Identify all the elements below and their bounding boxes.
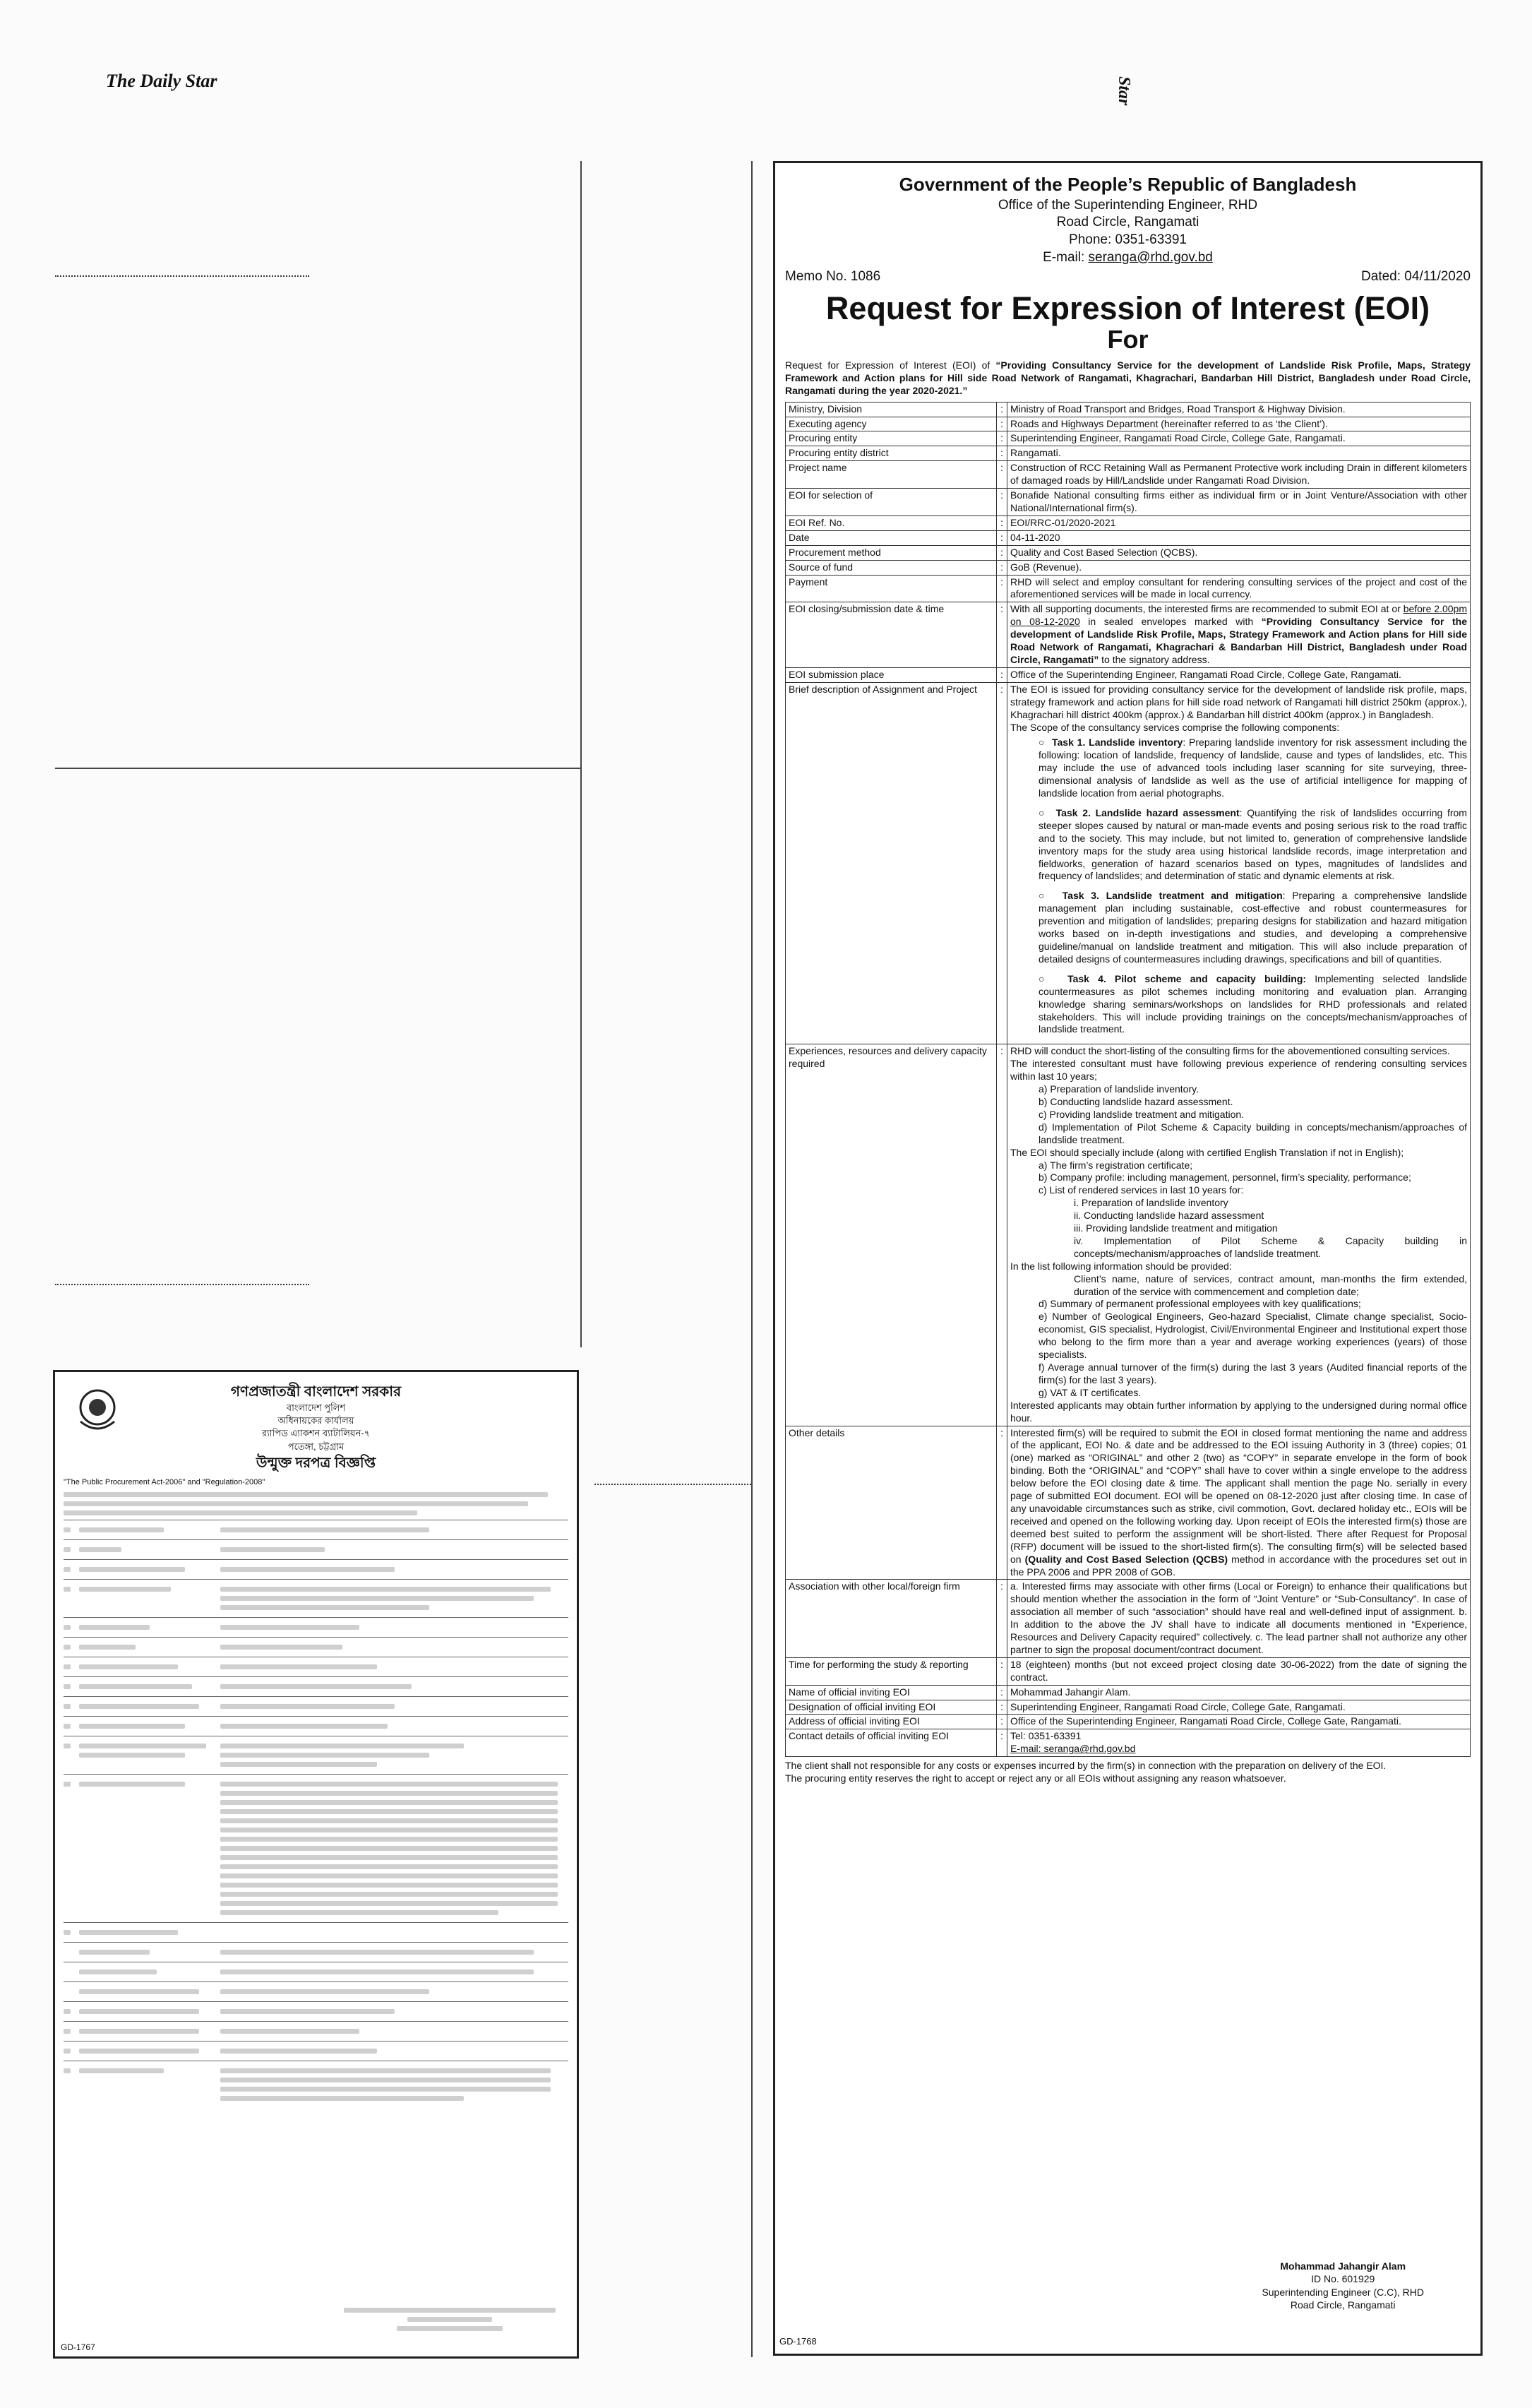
list-item: i. Preparation of landslide inventory [1074,1197,1228,1209]
row-key: Address of official inviting EOI [786,1715,997,1729]
list-item: b) Company profile: including management, personnel, firm’s speciality, performance; [1039,1172,1411,1184]
eoi-email-label: E-mail: [1043,249,1089,265]
row-key: Name of official inviting EOI [786,1685,997,1700]
brief-p1: The EOI is issued for providing consultancy service for the development of landslide risk profile, maps, strategy framework and action plans for hill side road network of Rangamati hill district 250km (approx.), Khagrachari hill district 400km (approx.) & Bandarban hill district 400km (approx.) in Bangladesh. [1010,683,1467,720]
table-row [786,1657,1471,1685]
table-row [786,461,1471,489]
row-key: Time for performing the study & reporting [786,1657,997,1685]
bn-intro-note [64,1477,568,1515]
exp-p1: RHD will conduct the short-listing of the consulting firms for the abovementioned consulting services. [1010,1045,1450,1057]
row-colon: : [997,446,1007,461]
table-row [786,560,1471,575]
table-row: Brief description of Assignment and Project : The EOI is issued for providing consultancy service for the development of landslide risk profile, maps, strategy framework and action plans for hill side road network of Rangamati hill district 250km (approx.), Khagrachari hill district 400km (approx.) & Bandarban hill district 400km (approx.) in Bangladesh. The Scope of the consultancy services comprise the following components: ○ Task 1. Landslide inventory: Preparing landslide inventory for risk assessment including the following: location of landslide, frequency of landslide, cause and types of landslides, etc. This may include the use of advanced tools including laser scanning for site surveying, three-dimensional analysis of landslide as well as the use of artificial intelligence for mapping of landslide location from aerial photographs. ○ Task 2. Landslide hazard assessment: Quantifying the risk of landslides occurring from steeper slopes caused by natural or man-made events and posing serious risk to the road traffic and to the society. This may include, but not limited to, generation of comprehensive landslide inventory maps for the study area using historical landslide records, image interpretation and fieldworks, generation of hazard scenarios based on types, magnitudes of landslides and frequency of landslides; and determination of static and dynamic elements at risk. ○ Task 3. Landslide treatment and mitigation: Preparing a comprehensive landslide management plan including sustainable, cost-effective and robust countermeasures for prevention and mitigation of landslides; preparing designs for stabilization and hazard mitigation works based on in-depth investigations and studies, and developing a comprehensive guideline/manual on landslide treatment and mitigation. This will also include preparation of detailed designs of countermeasures including drawings, specifications and bill of quantities. ○ Task 4. Pilot scheme and capacity building: Implementing selected landslide countermeasures as pilot schemes including monitoring and evaluation plan. Arranging knowledge sharing seminars/workshops on landslides for RHD professionals and related stakeholders. This will include providing trainings on the concepts/mechanism/approaches of landslide treatment. [786,682,1471,1044]
exp-list3 [1074,1197,1467,1260]
list-item: c) Providing landslide treatment and mitigation. [1039,1108,1245,1120]
list-item: iv. Implementation of Pilot Scheme & Capacity building in concepts/mechanism/approaches of landslide treatment. [1074,1234,1467,1259]
row-colon: : [997,461,1007,489]
task-item [1039,890,1467,965]
row-colon: : [997,560,1007,575]
bn-signature [344,2303,556,2335]
table-row [786,417,1471,431]
bn-table [64,1520,568,2108]
row-key: Source of fund [786,560,997,575]
eoi-table [785,402,1471,1758]
task-desc: Implementing selected landslide countermeasures as pilot schemes including monitoring and evaluation plan. Arranging knowledge sharing seminars/workshops on landslides for RHD professionals and related stakeholders. This will include providing trainings on the concepts/mechanism/approaches of landslide treatment. [1039,972,1467,1035]
bn-line-battalion: র‍্যাপিড এ্যাকশন ব্যাটালিয়ন-৭ [261,1428,371,1439]
table-row [786,489,1471,516]
row-value: Mohammad Jahangir Alam. [1007,1685,1471,1700]
task-title: Task 1. Landslide inventory [1052,737,1183,749]
exp-p4: In the list following information should be provided: [1010,1260,1232,1272]
row-colon: : [997,1700,1007,1715]
exp-p5: Client’s name, nature of services, contract amount, man-months the firm extended, duration of the service with commencement and completion date; [1074,1272,1467,1297]
eoi-dated: Dated: 04/11/2020 [1361,268,1471,284]
contact-email-link[interactable]: E-mail: seranga@rhd.gov.bd [1010,1743,1136,1755]
row-value: Quality and Cost Based Selection (QCBS). [1007,545,1471,560]
bn-title-tender: উন্মুক্ত দরপত্র বিজ্ঞপ্তি [256,1455,376,1471]
bengali-tender-notice [53,1370,579,2359]
list-item: a) The firm’s registration certificate; [1039,1159,1193,1171]
table-row: EOI submission place : Office of the Superintending Engineer, Rangamati Road Circle, College Gate, Rangamati. [786,667,1471,682]
row-value: GoB (Revenue). [1007,560,1471,575]
bullet-icon: ○ [1039,972,1068,984]
table-row [786,515,1471,530]
dotted-rule-top [55,275,309,277]
dotted-rule-bottom [55,1284,309,1285]
row-colon: : [997,575,1007,602]
eoi-intro-plain: Request for Expression of Interest (EOI) of [785,359,996,371]
table-row: Association with other local/foreign firm : a. Interested firms may associate with other firms (Local or Foreign) to enhance their qualifications but should mention whether the association in the form of “Joint Venture” or “Sub-Consultancy”. In case of association all member of such “association” should have real and well-defined input of assignment. b. In addition to the above the JV shall have to indicate all documents mentioned in “Experience, Resources and Delivery Capacity required” collectively. c. The lead partner shall not authorize any other partner to sign the proposal document/contract document. [786,1580,1471,1657]
task-item [1039,807,1467,883]
bn-line-location: পতেঙ্গা, চট্টগ্রাম [287,1441,345,1452]
masthead-right: Star [1115,76,1133,106]
table-row [786,545,1471,560]
table-row [786,446,1471,461]
eoi-footer-1: The client shall not responsible for any costs or expenses incurred by the firm(s) in connection with the preparation on delivery of the EOI. [785,1760,1387,1772]
row-value: 04-11-2020 [1007,530,1471,545]
row-value: RHD will select and employ consultant for rendering consulting services of the project and cost of the aforementioned services will be made in local currency. [1007,575,1471,602]
table-row [786,431,1471,446]
row-key: Procurement method [786,545,997,560]
row-colon: : [997,545,1007,560]
bn-title-government: গণপ্রজাতন্ত্রী বাংলাদেশ সরকার [230,1384,402,1400]
list-item: g) VAT & IT certificates. [1039,1386,1142,1398]
bn-line-police: বাংলাদেশ পুলিশ [286,1402,346,1413]
row-key: Executing agency [786,417,997,431]
task-desc: : Quantifying the risk of landslides occurring from steeper slopes caused by natural or man-made events and posing serious risk to the road traffic and to the society. This may include, but not limited to, generation of comprehensive landslide inventory maps for the study area using historical landslide records, image interpretation and fieldworks, generation of hazard scenarios based on types, magnitudes of landslides and frequency of landslides; and determination of static and dynamic elements at risk. [1039,806,1467,882]
row-value: Roads and Highways Department (hereinafter referred to as ‘the Client’). [1007,417,1471,431]
eoi-memo-no: Memo No. 1086 [785,268,881,284]
row-colon: : [997,1715,1007,1729]
row-value-brief [1007,682,1471,1044]
row-value: With all supporting documents, the interested firms are recommended to submit EOI at or before 2.00pm on 08-12-2020 in sealed envelopes marked with “Providing Consultancy Service for the development of Landslide Risk Profile, Maps, Strategy Framework and Action plans for Hill side Road Network of Rangamati, Khagrachari & Bandarban Hill District, Bangladesh under Road Circle, Rangamati” to the signatory address. [1007,602,1471,668]
task-item [1039,737,1467,800]
row-value-association: a. Interested firms may associate with other firms (Local or Foreign) to enhance their qualifications but should mention whether the association in the form of “Joint Venture” or “Sub-Consultancy”. In case of association all member of such “association” should have real and well-defined input of assignment. b. In addition to the above the JV shall have to indicate all documents mentioned in “Experience, Resources and Delivery Capacity required” collectively. c. The lead partner shall not authorize any other partner to sign the proposal document/contract document. [1007,1580,1471,1657]
row-key: Experiences, resources and delivery capacity required [786,1044,997,1426]
row-colon: : [997,417,1007,431]
bullet-icon: ○ [1039,806,1056,818]
row-value-contact [1007,1729,1471,1757]
eoi-office: Office of the Superintending Engineer, RHD [998,197,1258,213]
list-item: a) Preparation of landslide inventory. [1039,1083,1199,1095]
row-key: EOI Ref. No. [786,515,997,530]
list-item: d) Implementation of Pilot Scheme & Capacity building in concepts/mechanism/approaches of landslide treatment. [1039,1121,1467,1145]
table-row: EOI closing/submission date & time : With all supporting documents, the interested firms are recommended to submit EOI at or before 2.00pm on 08-12-2020 in sealed envelopes marked with “Providing Consultancy Service for the development of Landslide Risk Profile, Maps, Strategy Framework and Action plans for Hill side Road Network of Rangamati, Khagrachari & Bandarban Hill District, Bangladesh under Road Circle, Rangamati” to the signatory address. [786,602,1471,668]
task-title: Task 4. Pilot scheme and capacity building: [1067,972,1307,984]
eoi-for: For [1107,325,1149,354]
task-desc: : Preparing a comprehensive landslide management plan including sustainable, cost-effective and robust countermeasures for prevention and mitigation of landslides; preparing designs for stabilization and hazard mitigation works based on in-depth investigations and studies, and developing a comprehensive guideline/manual on landslide treatment and mitigation. This will also include preparation of detailed designs of countermeasures including drawings, specifications and bill of quantities. [1039,890,1467,965]
row-colon: : [997,489,1007,516]
row-key: EOI submission place [786,667,997,682]
table-row [786,530,1471,545]
brief-tasks [1010,737,1467,1036]
table-row [786,1715,1471,1729]
task-desc: : Preparing landslide inventory for risk assessment including the following: location of landslide, frequency of landslide, cause and types of landslides, etc. This may include the use of advanced tools including laser scanning for site surveying, three-dimensional analysis of landslide as well as the use of artificial intelligence for mapping of landslide location from aerial photographs. [1039,737,1468,799]
row-key: Ministry, Division [786,402,997,417]
row-value: 18 (eighteen) months (but not exceed project closing date 30-06-2022) from the date of signing the contract. [1007,1657,1471,1685]
task-item [1039,973,1467,1037]
column-divider-middle [751,161,753,2357]
exp-p6: Interested applicants may obtain further information by applying to the undersigned during normal office hour. [1010,1399,1467,1424]
table-row: Other details : Interested firm(s) will be required to submit the EOI in closed format mentioning the name and address of the applicant, EOI No. & date and be addressed to the EOI issuing Authority in 3 (three) copies; 01 (one) marked as “ORIGINAL” and other 2 (two) as “COPY” in separate envelope in the form of book binding. Both the “ORIGINAL” and “COPY” shall have to cover within a single envelope to the address below before the EOI closing date & time. The applicant shall mention the page No. serially in every page of submitted EOI document. EOI will be opened on 08-12-2020 just after closing time. In case of any unavoidable circumstances such as strike, civil commotion, Govt. declared holiday etc., EOIs will be received and opened on the following working day. Upon receipt of EOIs the interested firm(s) those are deemed best suited to perform the assignment will be short-listed. There after Request for Proposal (RFP) document will be issued to the short-listed firm(s). The consulting firm(s) will be selected based on (Quality and Cost Based Selection (QCBS) method in accordance with the procedures set out in the PPA 2006 and PPR 2008 of GOB. [786,1426,1471,1580]
exp-p3: The EOI should specially include (along with certified English Translation if not in English); [1010,1146,1404,1158]
row-value: Ministry of Road Transport and Bridges, Road Transport & Highway Division. [1007,402,1471,417]
row-key: Procuring entity [786,431,997,446]
row-value: Superintending Engineer, Rangamati Road Circle, College Gate, Rangamati. [1007,1700,1471,1715]
exp-list2 [1039,1160,1467,1198]
row-value: Bonafide National consulting firms either as individual firm or in Joint Venture/Association with other National/International firm(s). [1007,489,1471,516]
list-item: e) Number of Geological Engineers, Geo-hazard Specialist, Climate change specialist, Socio-economist, GIS specialist, Hydrologist, Civil/Environmental Engineer and Institutional expert those who belong to the firm more than a year and average working experiences (years) of those specialists. [1039,1311,1467,1361]
column-divider-left [580,161,582,1347]
table-row [786,1685,1471,1700]
row-key: EOI closing/submission date & time [786,602,997,668]
row-colon: : [997,402,1007,417]
list-item: iii. Providing landslide treatment and mitigation [1074,1222,1278,1234]
eoi-intro-bold: “Providing Consultancy Service for the development of Landslide Risk Profile, Maps, Strategy Framework and Action plans for Hill side Road Network of Rangamati, Khagrachari, Bandarban Hill District, Bangladesh under Road Circle, Rangamati during the year 2020-2021.” [785,359,1471,396]
table-row [786,402,1471,417]
eoi-email-link[interactable]: seranga@rhd.gov.bd [1088,249,1213,265]
sig-title: Superintending Engineer (C.C), RHD [1262,2286,1424,2298]
row-colon: : [997,431,1007,446]
task-title: Task 3. Landslide treatment and mitigation [1062,890,1283,902]
row-value: Office of the Superintending Engineer, Rangamati Road Circle, College Gate, Rangamati. [1007,1715,1471,1729]
horizontal-rule-left [55,768,580,769]
bn-note-text: "The Public Procurement Act-2006" and "Regulation-2008" [64,1477,265,1486]
row-key: Date [786,530,997,545]
eoi-gd-number: GD-1768 [779,2336,817,2347]
contact-tel: Tel: 0351-63391 [1010,1730,1082,1742]
eoi-signature [1262,2260,1424,2311]
exp-p2: The interested consultant must have following previous experience of rendering consulting services within last 10 years; [1010,1058,1467,1083]
row-key: Contact details of official inviting EOI [786,1729,997,1757]
row-value: Rangamati. [1007,446,1471,461]
eoi-title: Request for Expression of Interest (EOI) [825,290,1430,326]
bullet-icon: ○ [1039,737,1052,749]
row-key: Brief description of Assignment and Project [786,682,997,1044]
bullet-icon: ○ [1039,890,1063,902]
list-item: d) Summary of permanent professional employees with key qualifications; [1039,1298,1361,1310]
table-row: Contact details of official inviting EOI : Tel: 0351-63391 E-mail: seranga@rhd.gov.bd [786,1729,1471,1757]
row-value: Superintending Engineer, Rangamati Road Circle, College Gate, Rangamati. [1007,431,1471,446]
bn-line-office: অধিনায়কের কার্যালয় [277,1415,354,1426]
eoi-email-line [785,249,1471,267]
row-value: Office of the Superintending Engineer, Rangamati Road Circle, College Gate, Rangamati. [1007,667,1471,682]
police-emblem-icon [76,1386,119,1436]
table-row [786,1700,1471,1715]
row-key: Other details [786,1426,997,1580]
row-colon: : [997,1685,1007,1700]
sig-id: ID No. 601929 [1311,2273,1375,2285]
table-row: Experiences, resources and delivery capacity required : RHD will conduct the short-listing of the consulting firms for the abovementioned consulting services. The interested consultant must have following previous experience of rendering consulting services within last 10 years; a) Preparation of landslide inventory. b) Conducting landslide hazard assessment. c) Providing landslide treatment and mitigation. d) Implementation of Pilot Scheme & Capacity building in concepts/mechanism/approaches of landslide treatment. The EOI should specially include (along with certified English Translation if not in English); a) The firm’s registration certificate; b) Company profile: including management, personnel, firm’s speciality, performance; c) List of rendered services in last 10 years for: i. Preparation of landslide inventory ii. Conducting landslide hazard assessment iii. Providing landslide treatment and mitigation iv. Implementation of Pilot Scheme & Capacity building in concepts/mechanism/approaches of landslide treatment. In the list following information should be provided: Client’s name, nature of services, contract amount, man-months the firm extended, duration of the service with commencement and completion date; d) Summary of permanent professional employees with key qualifications; e) Number of Geological Engineers, Geo-hazard Specialist, Climate change specialist, Socio-economist, GIS specialist, Hydrologist, Civil/Environmental Engineer and Institutional expert those who belong to the firm more than a year and average working experiences (years) of those specialists. f) Average annual turnover of the firm(s) during the last 3 years (Audited financial reports of the firm(s) for the last 3 years). g) VAT & IT certificates. Interested applicants may obtain further information by applying to the undersigned during normal office hour. [786,1044,1471,1426]
exp-list4 [1039,1298,1467,1399]
brief-p2: The Scope of the consultancy services comprise the following components: [1010,721,1340,733]
eoi-notice [773,161,1483,2356]
masthead-left: The Daily Star [106,71,217,91]
eoi-gov-title: Government of the People’s Republic of Bangladesh [899,174,1357,195]
row-key: Association with other local/foreign firm [786,1580,997,1657]
list-item: c) List of rendered services in last 10 years for: [1039,1184,1244,1196]
row-value: Construction of RCC Retaining Wall as Permanent Protective work including Drain in different kilometers of damaged roads by Hill/Landslide under Rangamati Road Division. [1007,461,1471,489]
eoi-intro [785,359,1471,398]
list-item: ii. Conducting landslide hazard assessment [1074,1210,1264,1222]
exp-list1 [1039,1083,1467,1147]
dotted-rule-middle [594,1484,751,1485]
sig-place: Road Circle, Rangamati [1290,2299,1396,2311]
task-title: Task 2. Landslide hazard assessment [1055,806,1240,818]
row-key: Payment [786,575,997,602]
list-item: b) Conducting landslide hazard assessment. [1039,1095,1233,1107]
table-row [786,575,1471,602]
list-item: f) Average annual turnover of the firm(s) during the last 3 years (Audited financial reports of the firm(s) for the last 3 years). [1039,1361,1467,1385]
row-key: EOI for selection of [786,489,997,516]
row-key: Procuring entity district [786,446,997,461]
sig-name: Mohammad Jahangir Alam [1280,2260,1406,2272]
bn-gd-number: GD-1767 [61,2342,95,2352]
row-value-other: Interested firm(s) will be required to submit the EOI in closed format mentioning the name and address of the applicant, EOI No. & date and be addressed to the EOI issuing Authority in 3 (three) copies; 01 (one) marked as “ORIGINAL” and other 2 (two) as “COPY” in separate envelope in the form of book binding. Both the “ORIGINAL” and “COPY” shall have to cover within a single envelope to the address below before the EOI closing date & time. The applicant shall mention the page No. serially in every page of submitted EOI document. EOI will be opened on 08-12-2020 just after closing time. In case of any unavoidable circumstances such as strike, civil commotion, Govt. declared holiday etc., EOIs will be received and opened on the following working day. Upon receipt of EOIs the interested firm(s) those are deemed best suited to perform the assignment will be short-listed. There after Request for Proposal (RFP) document will be issued to the short-listed firm(s). The consulting firm(s) will be selected based on (Quality and Cost Based Selection (QCBS) method in accordance with the procedures set out in the PPA 2006 and PPR 2008 of GOB. [1007,1426,1471,1580]
row-key: Project name [786,461,997,489]
eoi-phone: Phone: 0351-63391 [1069,232,1187,248]
row-colon: : [997,1657,1007,1685]
row-colon: : [997,515,1007,530]
row-colon: : [997,530,1007,545]
eoi-footer-2: The procuring entity reserves the right to accept or reject any or all EOIs without assigning any reason whatsoever. [785,1772,1286,1784]
eoi-circle: Road Circle, Rangamati [1056,215,1199,230]
row-key: Designation of official inviting EOI [786,1700,997,1715]
row-value-experience [1007,1044,1471,1426]
row-value: EOI/RRC-01/2020-2021 [1007,515,1471,530]
